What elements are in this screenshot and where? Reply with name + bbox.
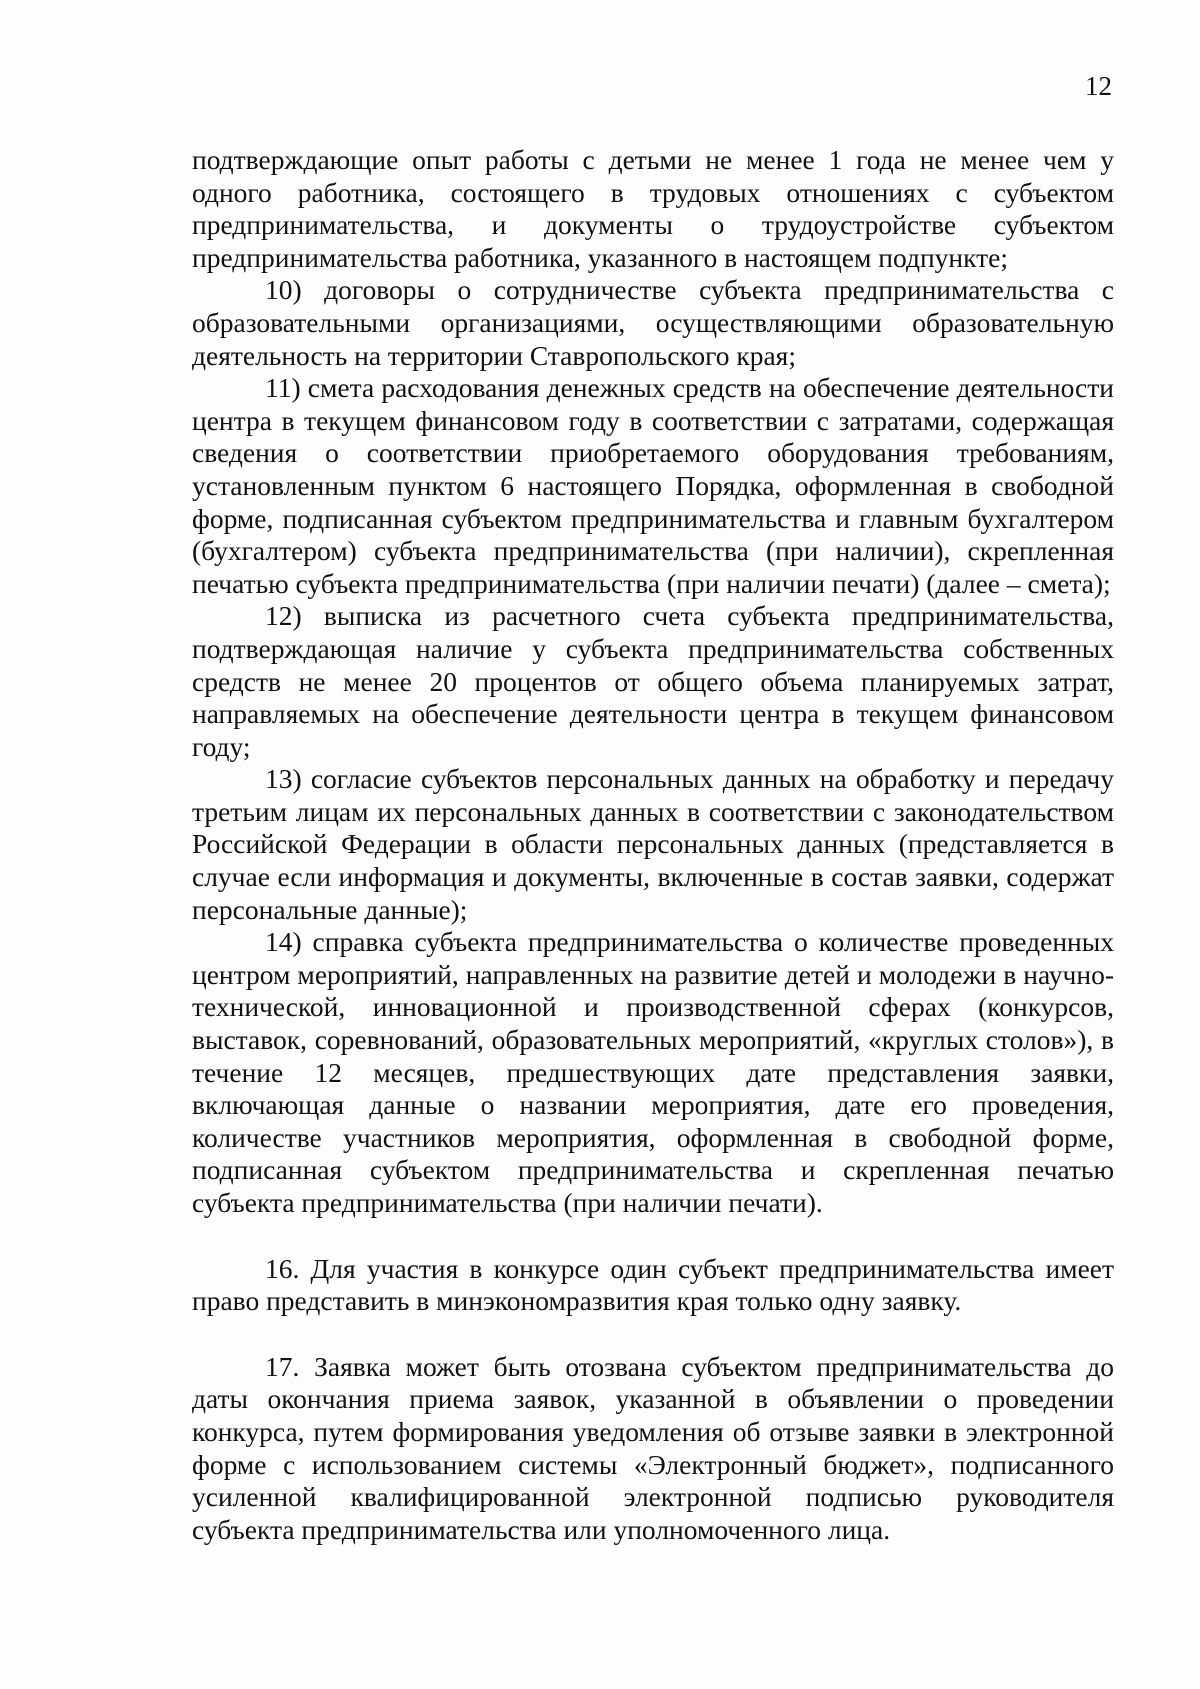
paragraph-item-13: 13) согласие субъектов персональных данных на обработку и передачу третьим лицам их персональных данных в соответствии с законодательством Российской Федерации в области персональных данных (представляется в случае если информация и документы, включенные в состав заявки, содержат персональные данные); [192, 763, 1114, 925]
paragraph-item-11: 11) смета расходования денежных средств на обеспечение деятельности центра в текущем финансовом году в соответствии с затратами, содержащая сведения о соответствии приобретаемого оборудования требованиям, установленным пунктом 6 настоящего Порядка, оформленная в свободной форме, подписанная субъектом предпринимательства и главным бухгалтером (бухгалтером) субъекта предпринимательства (при наличии), скрепленная печатью субъекта предпринимательства (при наличии печати) (далее – смета); [192, 372, 1114, 599]
paragraph-item-14: 14) справка субъекта предпринимательства о количестве проведенных центром мероприятий, направленных на развитие детей и молодежи в научно-технической, инновационной и производственной сферах (конкурсов, выставок, соревнований, образовательных мероприятий, «круглых столов»), в течение 12 месяцев, предшествующих дате представления заявки, включающая данные о названии мероприятия, дате его проведения, количестве участников мероприятия, оформленная в свободной форме, подписанная субъектом предпринимательства и скрепленная печатью субъекта предпринимательства (при наличии печати). [192, 926, 1114, 1218]
paragraph-continuation: подтверждающие опыт работы с детьми не менее 1 года не менее чем у одного работника, состоящего в трудовых отношениях с субъектом предпринимательства, и документы о трудоустройстве субъектом предпринимательства работника, указанного в настоящем подпункте; [192, 144, 1114, 273]
document-body [192, 144, 1114, 1546]
paragraph-section-17: 17. Заявка может быть отозвана субъектом предпринимательства до даты окончания приема заявок, указанной в объявлении о проведении конкурса, путем формирования уведомления об отзыве заявки в электронной форме с использованием системы «Электронный бюджет», подписанного усиленной квалифицированной электронной подписью руководителя субъекта предпринимательства или уполномоченного лица. [192, 1350, 1114, 1545]
page-number: 12 [1085, 71, 1112, 101]
paragraph-section-16: 16. Для участия в конкурсе один субъект предпринимательства имеет право представить в минэкономразвития края только одну заявку. [192, 1252, 1114, 1317]
paragraph-item-12: 12) выписка из расчетного счета субъекта предпринимательства, подтверждающая наличие у субъекта предпринимательства собственных средств не менее 20 процентов от общего объема планируемых затрат, направляемых на обеспечение деятельности центра в текущем финансовом году; [192, 600, 1114, 762]
paragraph-item-10: 10) договоры о сотрудничестве субъекта предпринимательства с образовательными организациями, осуществляющими образовательную деятельность на территории Ставропольского края; [192, 274, 1114, 371]
